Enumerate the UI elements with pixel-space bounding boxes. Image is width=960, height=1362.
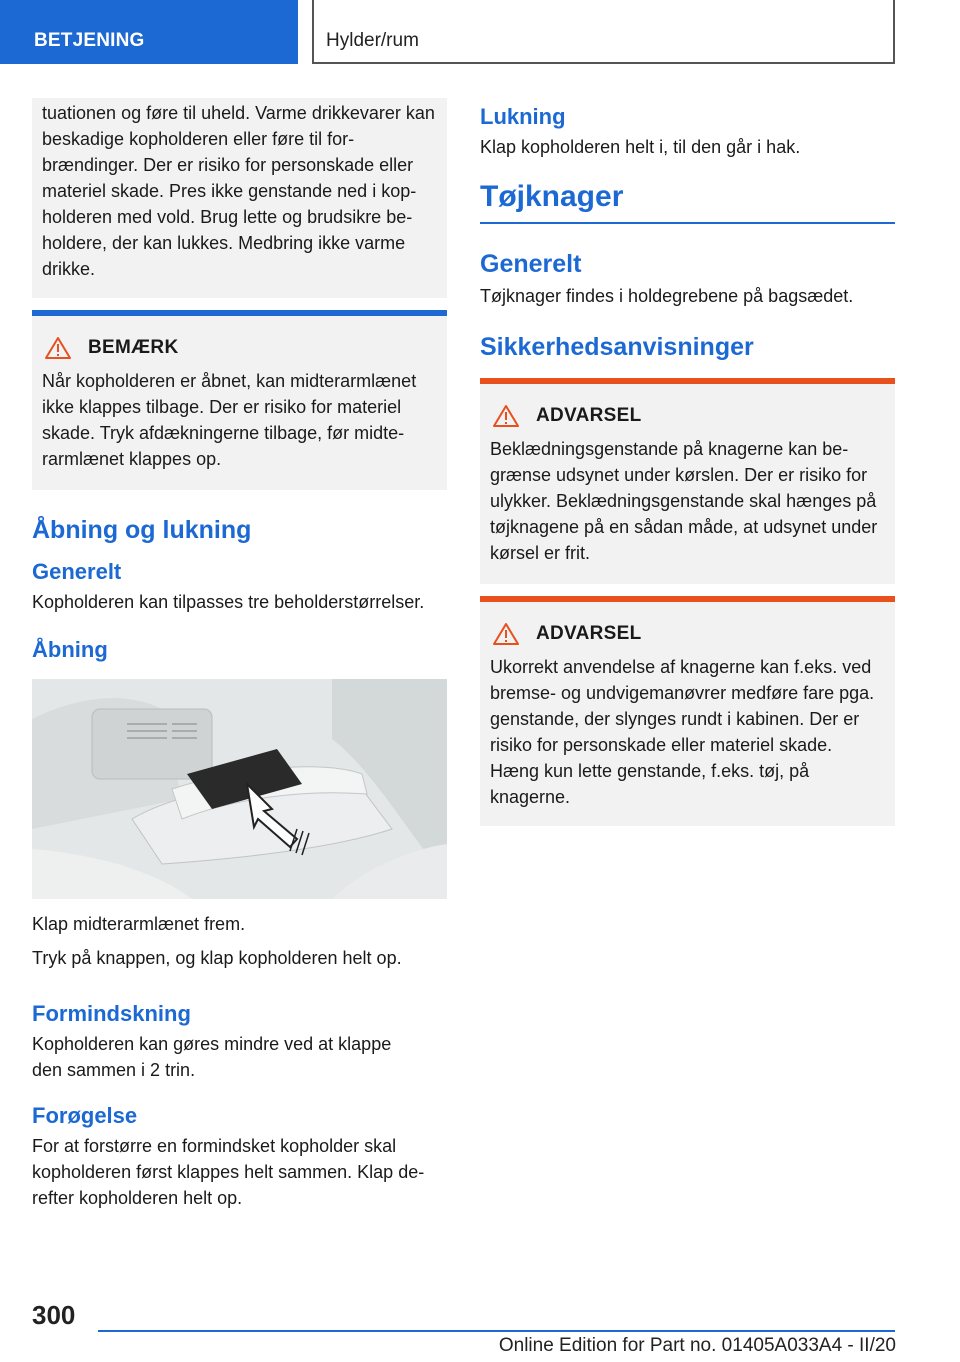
warning-continuation-text: tuationen og føre til uheld. Varme drikkevarer kan beskadige kopholderen eller føre til forbrændinger. Der er risiko for personskade eller materiel skade. Pres ikke genstande ned i kopholderen med vold. Brug lette og brudsikre beholdere, der kan lukkes. Medbring ikke varme drikke. xyxy=(42,103,435,279)
warning-triangle-icon xyxy=(492,622,520,646)
warning-2-text: Ukorrekt anvendelse af knagerne kan f.eks. ved bremse- og undvigemanøvrer medføre fare pga. genstande, der slynges rundt i kabinen. Der er risiko for personskade eller materiel skade. Hæng kun lette genstande, f.eks. tøj, på knagerne. xyxy=(490,657,875,807)
armrest-cupholder-illustration xyxy=(32,679,447,899)
section-title-opening-closing: Åbning og lukning xyxy=(32,516,252,544)
lukning-text: Klap kopholderen helt i, til den går i hak. xyxy=(480,137,801,157)
forogelse-text: For at forstørre en formindsket kopholder skal kopholderen først klappes helt sammen. Klap derefter kopholderen helt op. xyxy=(32,1136,425,1208)
subheading-generelt: Generelt xyxy=(32,559,122,584)
footer-edition-text: Online Edition for Part no. 01405A033A4 - II/20 xyxy=(498,1335,896,1356)
header-topic-label: Hylder/rum xyxy=(312,0,895,64)
footer-divider xyxy=(98,1330,895,1332)
formindskning-text: Kopholderen kan gøres mindre ved at klappe den sammen i 2 trin. xyxy=(32,1034,392,1080)
notice-header xyxy=(42,330,437,366)
warning-triangle-icon xyxy=(492,404,520,428)
generelt-right-text: Tøjknager findes i holdegrebene på bagsædet. xyxy=(480,286,854,306)
subheading-safety: Sikkerhedsanvisninger xyxy=(480,333,754,361)
notice-box xyxy=(32,310,447,490)
subheading-forogelse: Forøgelse xyxy=(32,1103,138,1128)
subheading-abning: Åbning xyxy=(32,637,108,662)
abning-step-2: Tryk på knappen, og klap kopholderen helt op. xyxy=(32,948,402,968)
warning-box-1 xyxy=(480,378,895,584)
subheading-formindskning: Formindskning xyxy=(32,1001,191,1026)
warning-triangle-icon xyxy=(44,336,72,360)
page-number: 300 xyxy=(32,1300,76,1330)
left-column xyxy=(32,98,447,1211)
section-title-toejknager: Tøjknager xyxy=(480,180,624,213)
warning-2-title: ADVARSEL xyxy=(536,623,642,644)
subheading-generelt-right: Generelt xyxy=(480,250,582,278)
notice-title: BEMÆRK xyxy=(88,337,179,358)
subheading-lukning: Lukning xyxy=(480,104,566,129)
header-section-label: BETJENING xyxy=(0,0,298,64)
right-column xyxy=(480,98,895,826)
warning-box-2 xyxy=(480,596,895,826)
abning-step-1: Klap midterarmlænet frem. xyxy=(32,914,246,934)
warning-1-text: Beklædningsgenstande på knagerne kan begrænse udsynet under kørslen. Der er risiko for ulykker. Beklædningsgenstande skal hænges på tøjknagene på en sådan måde, at udsynet under kørsel er frit. xyxy=(490,439,878,563)
warning-2-header xyxy=(490,616,885,652)
generelt-text: Kopholderen kan tilpasses tre beholderstørrelser. xyxy=(32,592,425,612)
warning-1-header xyxy=(490,398,885,434)
warning-continuation-box xyxy=(32,98,447,298)
notice-text: Når kopholderen er åbnet, kan midterarmlænet ikke klappes tilbage. Der er risiko for materiel skade. Tryk afdækningerne tilbage, før midterarmlænet klappes op. xyxy=(42,371,417,469)
section-heading-toejknager xyxy=(480,180,895,224)
warning-1-title: ADVARSEL xyxy=(536,405,642,426)
